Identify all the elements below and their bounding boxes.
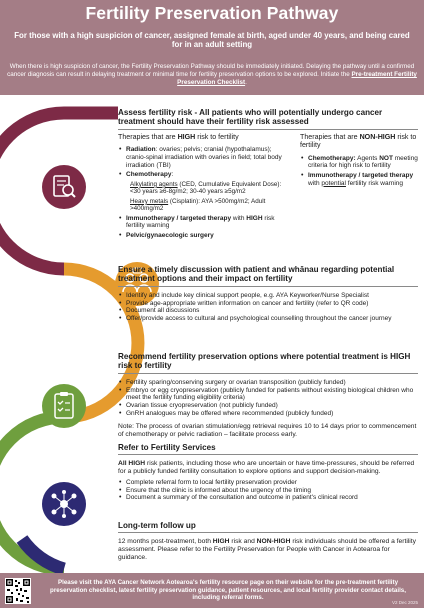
qr-code[interactable] bbox=[5, 578, 31, 604]
refer-body bbox=[118, 460, 418, 502]
list-item: • Complete referral form to local fertility preservation provider bbox=[118, 479, 418, 487]
magnifier-document-icon bbox=[42, 165, 86, 209]
divider bbox=[118, 373, 418, 374]
high-risk-column bbox=[118, 133, 290, 242]
followup-section bbox=[118, 521, 418, 562]
network-referral-icon bbox=[42, 482, 86, 526]
recommend-list bbox=[118, 379, 418, 418]
page-subtitle: For those with a high suspicion of cancer, assigned female at birth, aged under 40 years, and being cared for in an adult setting bbox=[14, 31, 410, 50]
footer-text: Please visit the AYA Cancer Network Aotearoa's fertility resource page on their website for the pre-treatment fertility preservation checklist, latest fertility preservation guidance, patient resources, and local fertility provider contact details, including referral forms. bbox=[50, 579, 406, 601]
divider bbox=[118, 129, 418, 130]
recommend-note: Note: The process of ovarian stimulation/egg retrieval requires 10 to 14 days prior to commencement of chemotherapy or pelvic radiation – facilitate process early. bbox=[118, 422, 417, 438]
intro-end: . bbox=[245, 79, 247, 87]
recommend-section bbox=[118, 352, 418, 439]
discussion-title: Ensure a timely discussion with patient and whānau regarding potential treatment options and their impact on fertility bbox=[118, 265, 395, 284]
list-item: • Chemotherapy: Alkylating agents (CED, Cumulative Equivalent Dose): <30 years ≥6-8g/m2; 30-40 years ≥5g/m2 Heavy metals (Cisplatin): AYA >500mg/m2; Adult >400mg/m2 bbox=[118, 171, 290, 213]
version-label: V2 Dec 2025 bbox=[391, 600, 418, 605]
list-item: • Chemotherapy: Agents NOT meeting criteria for high risk to fertility bbox=[300, 155, 418, 170]
list-item: • Identify and include key clinical support people, e.g. AYA Keyworker/Nurse Specialist bbox=[118, 292, 418, 300]
checklist-link[interactable]: Pre-treatment Fertility Preservation Checklist bbox=[177, 71, 417, 87]
divider bbox=[118, 454, 418, 455]
recommend-title: Recommend fertility preservation options where potential treatment is HIGH risk to fertility bbox=[118, 352, 411, 371]
list-item: • Pelvic/gynaecologic surgery bbox=[118, 232, 290, 240]
non-high-risk-heading: Therapies that are NON-HIGH risk to fertility bbox=[300, 133, 417, 150]
intro-text: When there is high suspicion of cancer, the Fertility Preservation Pathway should be immediately initiated. Delaying the pathway until a confirmed cancer diagnosis can result in delaying treatment or minimal time for fertility preservation options to be explored. Initiate the bbox=[7, 63, 415, 79]
refer-title: Refer to Fertility Services bbox=[118, 443, 216, 452]
footer-banner bbox=[0, 573, 424, 608]
header-banner bbox=[0, 0, 424, 95]
list-item: • GnRH analogues may be offered where recommended (publicly funded) bbox=[118, 410, 418, 418]
discussion-section bbox=[118, 265, 418, 323]
divider bbox=[118, 286, 418, 287]
clipboard-checklist-icon bbox=[42, 384, 86, 428]
followup-text: 12 months post-treatment, both HIGH risk and NON-HIGH risk individuals should be offered a fertility assessment. Please refer to the Fertility Preservation for People with Cancer in Aotearoa for guidance. bbox=[118, 538, 416, 562]
chemo-sublist: Alkylating agents (CED, Cumulative Equivalent Dose): <30 years ≥6-8g/m2; 30-40 years ≥5g/m2 Heavy metals (Cisplatin): AYA >500mg/m2; Adult >400mg/m2 bbox=[130, 180, 282, 213]
list-item: • Ensure that the clinic is informed about the urgency of the timing bbox=[118, 487, 418, 495]
refer-section bbox=[118, 443, 418, 460]
intro-paragraph bbox=[6, 63, 418, 87]
list-item: • Embryo or egg cryopreservation (publicly funded for patients without existing biological children who meet the fertility funding eligibility criteria) bbox=[118, 387, 418, 403]
high-risk-heading: Therapies that are HIGH risk to fertility bbox=[118, 133, 239, 141]
assess-section bbox=[118, 108, 418, 135]
list-item: • Fertility sparing/conserving surgery or ovarian transposition (publicly funded) bbox=[118, 379, 418, 387]
discussion-list bbox=[118, 292, 418, 323]
list-item: • Provide age-appropriate written information on cancer and fertility (refer to QR code) bbox=[118, 300, 418, 308]
list-item: • Ovarian tissue cryopreservation (not publicly funded) bbox=[118, 402, 418, 410]
list-item: • Immunotherapy / targeted therapy with HIGH risk fertility warning bbox=[118, 215, 290, 230]
assess-title: Assess fertility risk - All patients who will potentially undergo cancer treatment should have their fertility risk assessed bbox=[118, 108, 383, 127]
refer-list bbox=[118, 479, 418, 502]
list-item: • Document a summary of the consultation and outcome in patient's clinical record bbox=[118, 494, 418, 502]
list-item: • Radiation: ovaries; pelvis; cranial (hypothalamus); cranio-spinal irradiation with ovaries in field; total body irradiation (TBI) bbox=[118, 146, 290, 169]
divider bbox=[118, 532, 418, 533]
page-title: Fertility Preservation Pathway bbox=[85, 3, 339, 23]
list-item: • Offer/provide access to cultural and psychological counselling throughout the cancer journey bbox=[118, 315, 418, 323]
non-high-risk-column bbox=[300, 133, 418, 189]
non-high-risk-list bbox=[300, 155, 418, 187]
followup-title: Long-term follow up bbox=[118, 521, 196, 530]
list-item: • Document all discussions bbox=[118, 307, 418, 315]
list-item: • Immunotherapy / targeted therapy with potential fertility risk warning bbox=[300, 172, 418, 187]
refer-intro: All HIGH risk patients, including those who are uncertain or have time-pressures, should be referred for a publicly funded fertility consultation to explore options and support decision-making. bbox=[118, 460, 415, 475]
high-risk-list bbox=[118, 146, 290, 239]
